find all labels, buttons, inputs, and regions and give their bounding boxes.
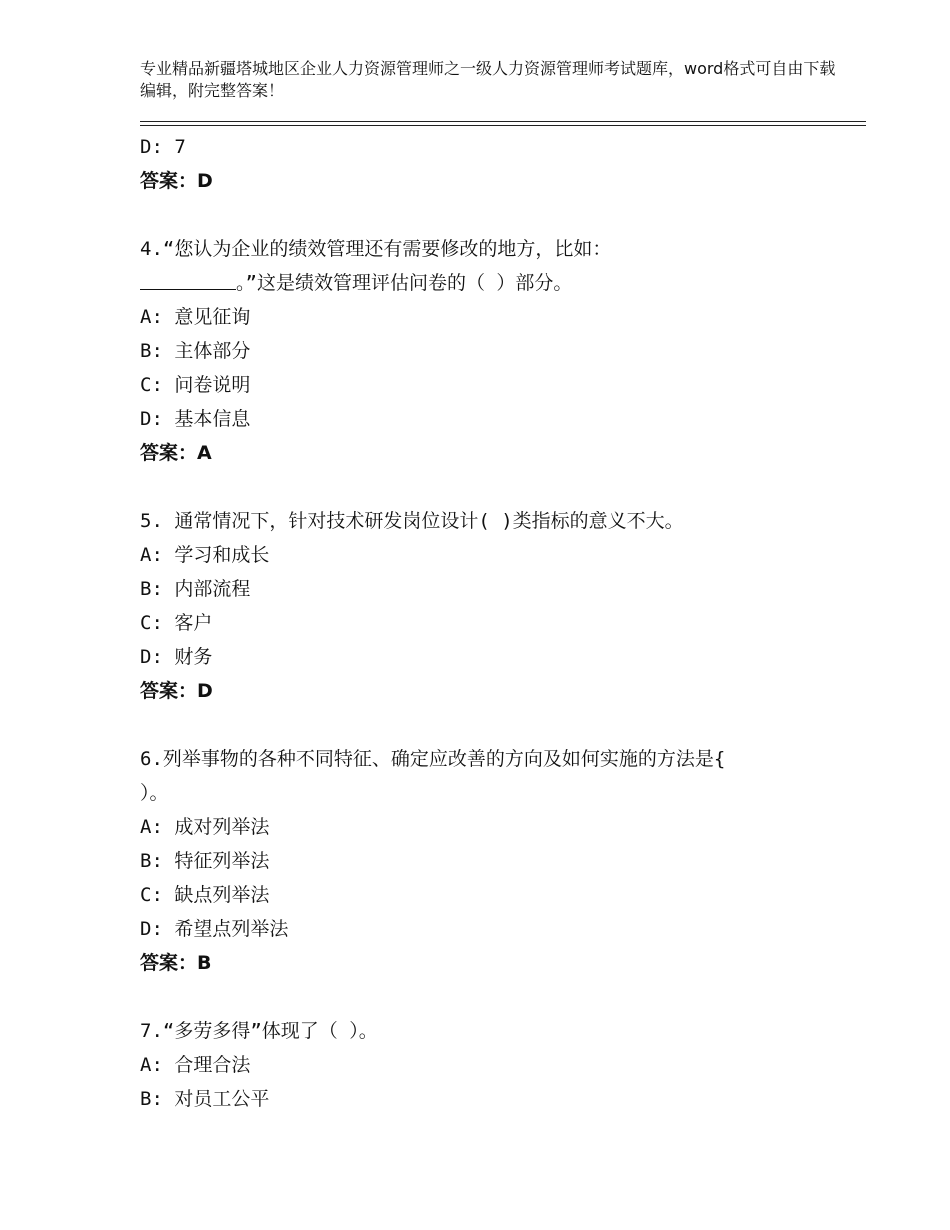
spacer <box>140 198 840 232</box>
option-c: C: 缺点列举法 <box>140 884 270 906</box>
answer: 答案：D <box>140 680 213 702</box>
document-header: 专业精品新疆塔城地区企业人力资源管理师之一级人力资源管理师考试题库，word格式可自由下载编辑，附完整答案！ <box>140 59 836 100</box>
question-4 <box>140 232 840 470</box>
answer: 答案：D <box>140 170 213 192</box>
question-stem-continued: ）。 <box>140 782 169 804</box>
option-a: A: 学习和成长 <box>140 544 270 566</box>
option-a: A: 合理合法 <box>140 1054 251 1076</box>
option-d: D: 7 <box>140 136 186 158</box>
spacer <box>140 980 840 1014</box>
question-stem: 7.“多劳多得”体现了（ ）。 <box>140 1020 378 1042</box>
answer: 答案：A <box>140 442 212 464</box>
option-b: B: 主体部分 <box>140 340 251 362</box>
question-stem: 5. 通常情况下，针对技术研发岗位设计( )类指标的意义不大。 <box>140 510 684 532</box>
question-5 <box>140 504 840 708</box>
question-stem-tail: 。”这是绩效管理评估问卷的（ ）部分。 <box>236 272 573 294</box>
fill-in-blank <box>140 269 236 290</box>
option-d: D: 财务 <box>140 646 213 668</box>
option-d: D: 基本信息 <box>140 408 251 430</box>
option-c: C: 问卷说明 <box>140 374 251 396</box>
option-b: B: 对员工公平 <box>140 1088 270 1110</box>
question-stem: 4.“您认为企业的绩效管理还有需要修改的地方，比如： <box>140 238 612 260</box>
answer: 答案：B <box>140 952 212 974</box>
spacer <box>140 708 840 742</box>
spacer <box>140 470 840 504</box>
question-stem: 6.列举事物的各种不同特征、确定应改善的方向及如何实施的方法是{ <box>140 748 726 770</box>
option-c: C: 客户 <box>140 612 213 634</box>
option-b: B: 特征列举法 <box>140 850 270 872</box>
question-list <box>140 130 840 1116</box>
question-stem-continued <box>140 266 840 300</box>
question-7 <box>140 1014 840 1116</box>
header-divider-bottom <box>140 125 866 126</box>
question-6 <box>140 742 840 980</box>
question-3 <box>140 130 840 198</box>
option-a: A: 成对列举法 <box>140 816 270 838</box>
option-b: B: 内部流程 <box>140 578 251 600</box>
header-divider-top <box>140 121 866 122</box>
option-d: D: 希望点列举法 <box>140 918 289 940</box>
option-a: A: 意见征询 <box>140 306 251 328</box>
